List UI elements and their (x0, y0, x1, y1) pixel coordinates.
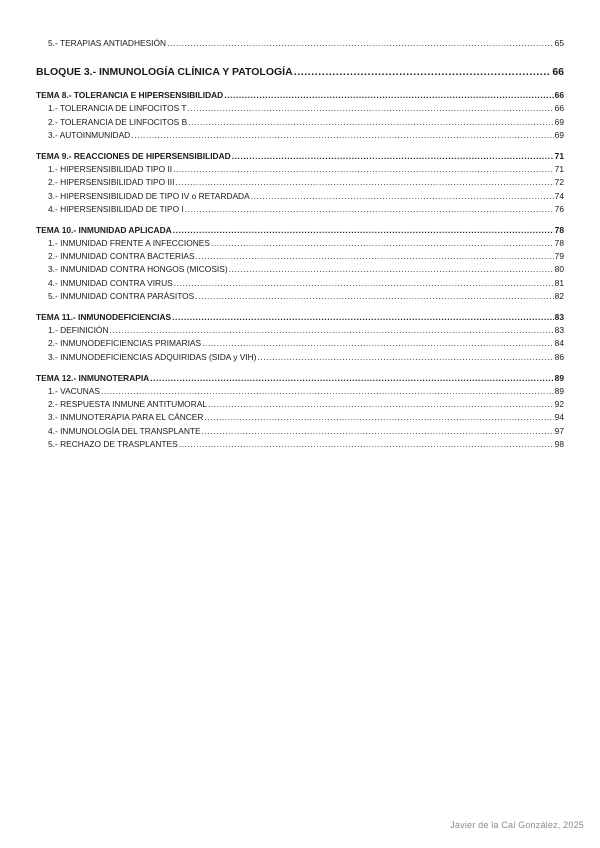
toc-entry-page: 74 (554, 190, 564, 201)
toc-entry-label: 3.- INMUNOTERAPIA PARA EL CÁNCER (48, 412, 204, 423)
toc-tema-section (36, 150, 564, 216)
leader-dots (224, 89, 553, 102)
toc-entry-label: 2.- INMUNODEFICIENCIAS PRIMARIAS (48, 338, 202, 349)
leader-dots (174, 277, 554, 290)
toc-entry-label: 3.- INMUNODEFICIENCIAS ADQUIRIDAS (SIDA y VIH) (48, 351, 257, 362)
toc-entry-label: 1.- TOLERANCIA DE LINFOCITOS T (48, 103, 187, 114)
leader-dots (150, 372, 553, 385)
leader-dots (257, 351, 553, 364)
toc-entry[interactable] (36, 203, 564, 216)
toc-entry-label: 1.- DEFINICIÓN (48, 325, 109, 336)
toc-entry-label: 3.- HIPERSENSIBILIDAD DE TIPO IV o RETARDADA (48, 190, 250, 201)
leader-dots (294, 64, 552, 80)
toc-entry-label: 3.- AUTOINMUNIDAD (48, 129, 131, 140)
toc-entry[interactable] (36, 176, 564, 189)
toc-entry-page: 69 (554, 129, 564, 140)
toc-entry-label: 4.- INMUNOLOGÍA DEL TRANSPLANTE (48, 425, 201, 436)
toc-entry[interactable] (36, 190, 564, 203)
toc-entry-page: 83 (554, 325, 564, 336)
leader-dots (208, 398, 554, 411)
toc-entry-label: 1.- VACUNAS (48, 385, 100, 396)
toc-entry-label: 2.- RESPUESTA INMUNE ANTITUMORAL (48, 399, 207, 410)
leader-dots (188, 116, 554, 129)
toc-entry-page: 76 (554, 203, 564, 214)
toc-entry[interactable] (36, 398, 564, 411)
toc-tema-page: 71 (554, 150, 564, 161)
toc-entry[interactable] (36, 277, 564, 290)
toc-tema-label: TEMA 11.- INMUNODEFICIENCIAS (36, 312, 172, 322)
toc-entry-page: 84 (554, 338, 564, 349)
toc-entry[interactable] (36, 385, 564, 398)
leader-dots (101, 385, 554, 398)
leader-dots (185, 203, 554, 216)
toc-entry[interactable] (36, 102, 564, 115)
toc-entry[interactable] (36, 129, 564, 142)
toc-bloque-page: 66 (552, 66, 564, 79)
toc-tema-label: TEMA 8.- TOLERANCIA E HIPERSENSIBILIDAD (36, 90, 224, 101)
toc-entry-page: 79 (554, 251, 564, 262)
toc-entry-page: 82 (554, 290, 564, 301)
leader-dots (188, 102, 554, 115)
toc-entry[interactable] (36, 116, 564, 129)
toc-temas (36, 89, 564, 451)
toc-entry-page: 78 (554, 238, 564, 249)
toc-entry-page: 94 (554, 412, 564, 423)
leader-dots (179, 438, 554, 451)
leader-dots (173, 224, 554, 237)
toc-tema-page: 89 (554, 372, 564, 383)
toc-entry[interactable] (36, 438, 564, 451)
table-of-contents (36, 37, 564, 451)
toc-bloque-label: BLOQUE 3.- INMUNOLOGÍA CLÍNICA Y PATOLOGÍA (36, 66, 293, 79)
toc-tema-section (36, 89, 564, 142)
toc-entry-page: 72 (554, 177, 564, 188)
toc-entry-page: 86 (554, 351, 564, 362)
toc-entry[interactable] (36, 37, 564, 50)
leader-dots (173, 163, 554, 176)
leader-dots (110, 324, 554, 337)
toc-entry-page: 71 (554, 164, 564, 175)
toc-tema-label: TEMA 9.- REACCIONES DE HIPERSENSIBILIDAD (36, 150, 231, 161)
toc-entry-label: 4.- HIPERSENSIBILIDAD DE TIPO I (48, 203, 184, 214)
toc-tema-heading[interactable] (36, 372, 564, 385)
toc-tema-section (36, 372, 564, 451)
toc-tema-page: 78 (554, 224, 564, 235)
toc-entry-label: 5.- INMUNIDAD CONTRA PARÁSITOS (48, 290, 195, 301)
toc-entry-page: 65 (554, 38, 564, 48)
toc-entry-page: 69 (554, 116, 564, 127)
leader-dots (204, 411, 553, 424)
leader-dots (251, 190, 554, 203)
toc-entry-label: 1.- INMUNIDAD FRENTE A INFECCIONES (48, 238, 210, 249)
toc-entry[interactable] (36, 163, 564, 176)
toc-entry-label: 5.- TERAPIAS ANTIADHESIÓN (48, 38, 167, 48)
toc-tema-heading[interactable] (36, 89, 564, 102)
toc-entry-page: 81 (554, 277, 564, 288)
leader-dots (202, 425, 554, 438)
leader-dots (131, 129, 553, 142)
toc-entry[interactable] (36, 250, 564, 263)
toc-tema-heading[interactable] (36, 311, 564, 324)
toc-entry-label: 3.- INMUNIDAD CONTRA HONGOS (MICOSIS) (48, 264, 228, 275)
leader-dots (229, 263, 554, 276)
leader-dots (211, 237, 554, 250)
toc-entry[interactable] (36, 411, 564, 424)
leader-dots (232, 150, 554, 163)
toc-entry[interactable] (36, 263, 564, 276)
toc-bloque-heading[interactable] (36, 64, 564, 80)
toc-entry-page: 98 (554, 438, 564, 449)
toc-entry[interactable] (36, 351, 564, 364)
toc-entry[interactable] (36, 237, 564, 250)
leader-dots (175, 176, 553, 189)
toc-tema-page: 83 (554, 312, 564, 322)
toc-tema-page: 66 (554, 90, 564, 101)
toc-entry[interactable] (36, 425, 564, 438)
toc-tema-label: TEMA 10.- INMUNIDAD APLICADA (36, 224, 172, 235)
toc-entry-page: 89 (554, 385, 564, 396)
toc-entry[interactable] (36, 324, 564, 337)
toc-tema-heading[interactable] (36, 224, 564, 237)
toc-entry-page: 80 (554, 264, 564, 275)
toc-tema-heading[interactable] (36, 150, 564, 163)
toc-entry-label: 4.- INMUNIDAD CONTRA VIRUS (48, 277, 173, 288)
toc-entry-page: 97 (554, 425, 564, 436)
toc-entry-label: 5.- RECHAZO DE TRASPLANTES (48, 438, 178, 449)
toc-entry-page: 66 (554, 103, 564, 114)
toc-entry-label: 1.- HIPERSENSIBILIDAD TIPO II (48, 164, 173, 175)
toc-entry-label: 2.- TOLERANCIA DE LINFOCITOS B (48, 116, 188, 127)
leader-dots (196, 250, 554, 263)
toc-tema-section (36, 224, 564, 303)
toc-entry-label: 2.- HIPERSENSIBILIDAD TIPO III (48, 177, 175, 188)
toc-entry[interactable] (36, 290, 564, 303)
leader-dots (172, 311, 554, 324)
toc-tema-section (36, 311, 564, 364)
toc-entry[interactable] (36, 337, 564, 350)
footer-credit: Javier de la Cal González, 2025 (450, 820, 584, 830)
leader-dots (195, 290, 553, 303)
leader-dots (202, 337, 554, 350)
toc-tema-label: TEMA 12.- INMUNOTERAPIA (36, 372, 150, 383)
toc-entry-label: 2.- INMUNIDAD CONTRA BACTERIAS (48, 251, 195, 262)
toc-entry-page: 92 (554, 399, 564, 410)
leader-dots (167, 37, 554, 50)
